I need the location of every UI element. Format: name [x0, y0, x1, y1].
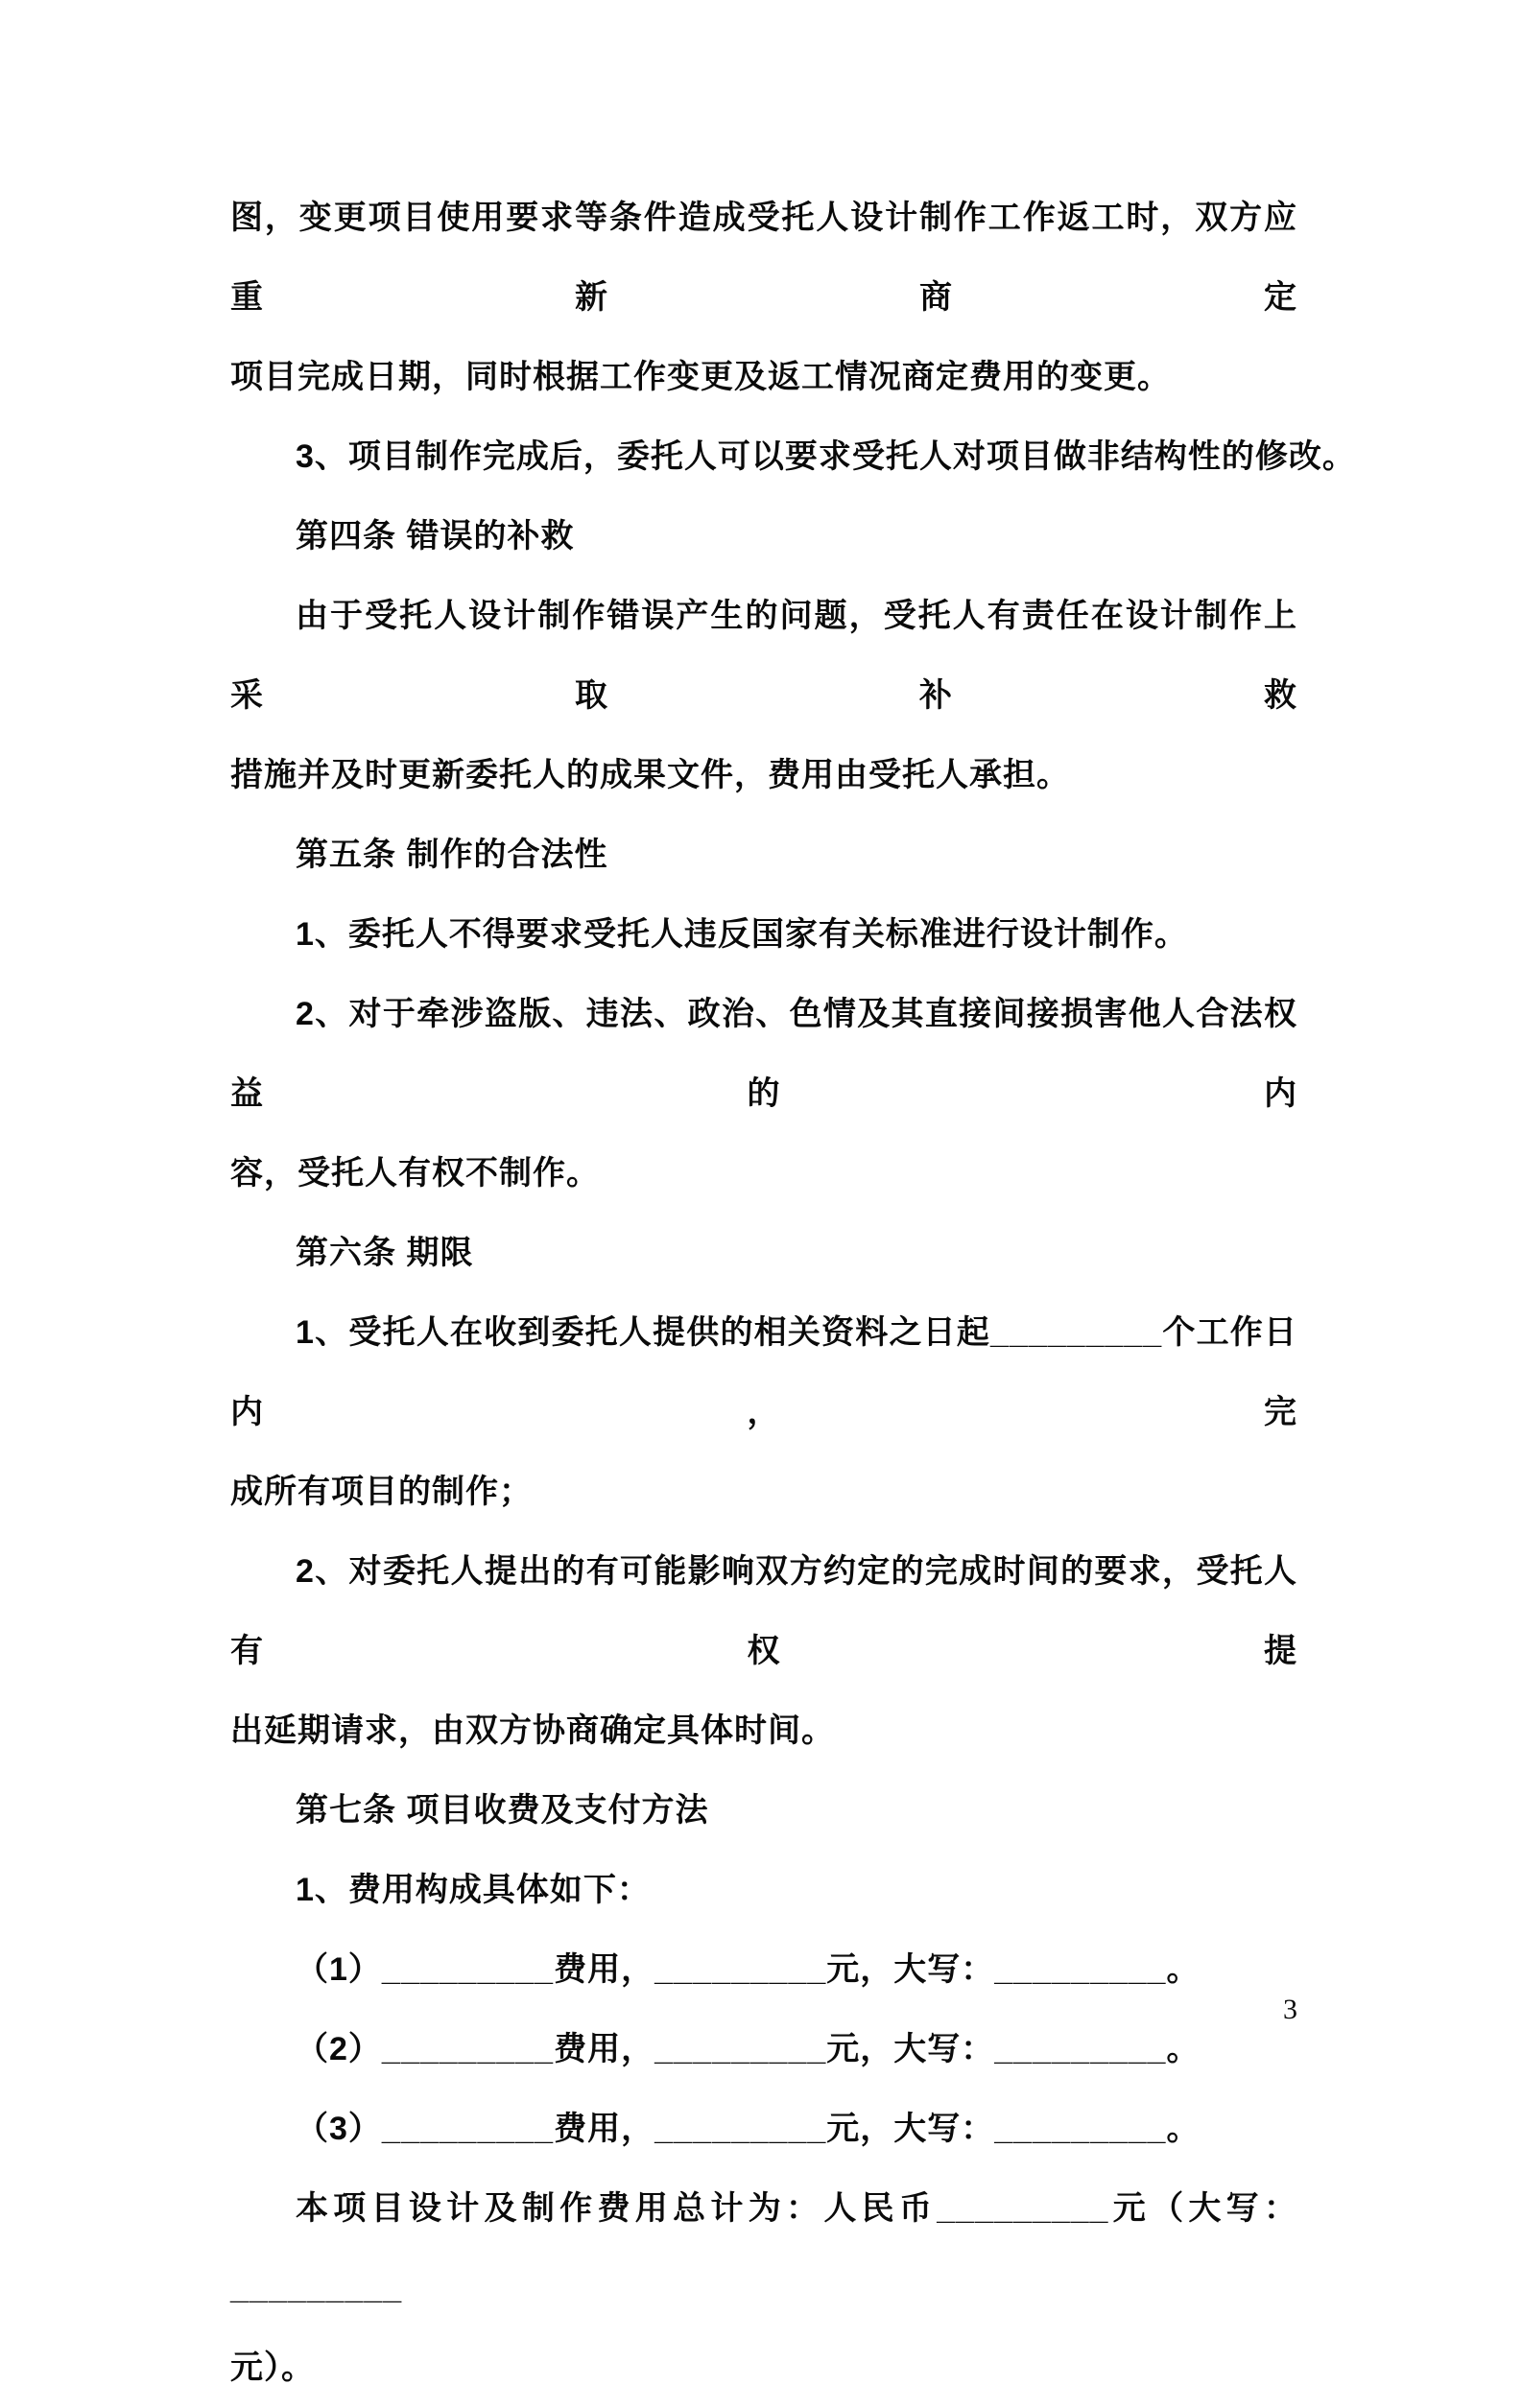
section-heading-article-4: 第四条 错误的补救 [296, 518, 575, 555]
clause-1-line: 1、受托人在收到委托人提供的相关资料之日起_________个工作日内，完 [230, 1314, 1297, 1430]
section-heading-article-5: 第五条 制作的合法性 [296, 837, 608, 873]
section-heading-article-6: 第六条 期限 [296, 1235, 474, 1271]
total-fee-line: 本项目设计及制作费用总计为：人民币_________元（大写：_________ [230, 2190, 1297, 2306]
total-fee-continuation-line: 元）。 [230, 2349, 315, 2386]
clause-2-line: 2、对委托人提出的有可能影响双方约定的完成时间的要求，受托人有权提 [230, 1553, 1297, 1669]
fee-item-2: （2）_________费用，_________元，大写：_________。 [296, 2031, 1201, 2067]
paragraph-line: 成所有项目的制作； [230, 1474, 533, 1510]
paragraph-line: 由于受托人设计制作错误产生的问题，受托人有责任在设计制作上采取补救 [230, 598, 1297, 714]
clause-1-line: 1、委托人不得要求受托人违反国家有关标准进行设计制作。 [296, 916, 1188, 953]
clause-3-line: 3、项目制作完成后，委托人可以要求受托人对项目做非结构性的修改。 [296, 438, 1356, 475]
paragraph-line: 出延期请求，由双方协商确定具体时间。 [230, 1712, 835, 1749]
page-number: 3 [1283, 1994, 1297, 2025]
paragraph-line: 项目完成日期，同时根据工作变更及返工情况商定费用的变更。 [230, 359, 1171, 395]
paragraph-line: 措施并及时更新委托人的成果文件，费用由受托人承担。 [230, 757, 1070, 793]
paragraph-line: 容，受托人有权不制作。 [230, 1155, 600, 1192]
fee-intro-line: 1、费用构成具体如下： [296, 1872, 651, 1908]
fee-item-1: （1）_________费用，_________元，大写：_________。 [296, 1951, 1201, 1988]
clause-2-line: 2、对于牵涉盗版、违法、政治、色情及其直接间接损害他人合法权益的内 [230, 996, 1297, 1112]
paragraph-continuation-line: 图，变更项目使用要求等条件造成受托人设计制作工作返工时，双方应重新商定 [230, 200, 1297, 316]
section-heading-article-7: 第七条 项目收费及支付方法 [296, 1792, 709, 1829]
fee-item-3: （3）_________费用，_________元，大写：_________。 [296, 2111, 1201, 2147]
contract-body [230, 178, 1356, 2408]
